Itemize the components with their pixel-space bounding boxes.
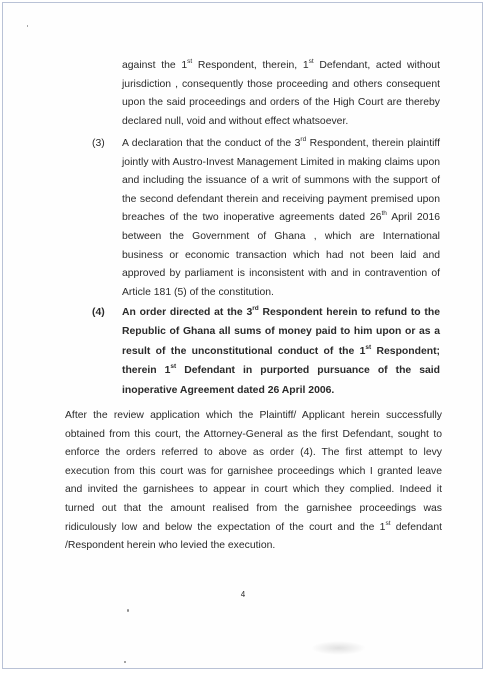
scan-speck <box>127 609 129 612</box>
text-run: against the 1 <box>122 60 188 71</box>
scan-speck <box>124 661 126 663</box>
superscript: st <box>170 363 177 371</box>
text-run: defendant /Respondent herein who levied the execution. <box>65 521 442 552</box>
text-run: Respondent, therein plaintiff jointly with Austro-Invest Management Limited in making claims upon and including the issuance of a writ of summons with the support of the second defendant therein and receiving payment premised upon breaches of the two inoperative agreements dated 26 <box>122 138 440 224</box>
text-run: An order directed at the 3 <box>122 307 253 318</box>
item-number: (3) <box>92 138 105 149</box>
superscript: th <box>381 210 387 218</box>
document-page <box>2 2 483 669</box>
text-run: Respondent; therein 1 <box>122 345 440 377</box>
superscript: rd <box>300 136 307 143</box>
text-run: Respondent herein to refund to the Republic of Ghana all sums of money paid to him upon or as a result of the unconstitutional conduct of the 1 <box>122 307 440 357</box>
text-run: Respondent, therein, 1 <box>192 60 309 71</box>
body-paragraph <box>65 407 442 556</box>
page-number: 4 <box>240 590 246 599</box>
scan-speck <box>27 25 28 27</box>
scan-smudge <box>311 641 366 655</box>
superscript: st <box>187 58 193 65</box>
superscript: rd <box>252 305 259 312</box>
text-run: A declaration that the conduct of the 3 <box>122 138 301 149</box>
text-run: Defendant in purported pursuance of the said inoperative Agreement dated 26 April 2006. <box>122 365 440 396</box>
text-run: April 2016 between the Government of Ghana , which are International business or economic transaction which had not been laid and approved by parliament is inconsistent with and in contravention of Article 181 (5) of the constitution. <box>122 212 441 298</box>
text-run: After the review application which the Plaintiff/ Applicant herein successfully obtained from this court, the Attorney-General as the first Defendant, sought to enforce the orders referred to above as order (4). The first attempt to levy execution from this court was for garnishee proceedings which I granted leave and invited the garnishees to appear in court which they complied. Indeed it turned out that the amount realised from the garnishee proceedings was ridiculously low and below the expectation of the court and the 1 <box>65 410 442 533</box>
item-text <box>122 135 440 302</box>
intro-paragraph <box>122 57 440 131</box>
superscript: st <box>385 519 391 527</box>
text-run: Defendant, acted without jurisdiction , consequently those proceeding and others consequent upon the said proceedings and orders of the High Court are thereby declared null, void and without effect whatsoever. <box>122 60 440 127</box>
superscript: st <box>308 58 314 65</box>
item-number: (4) <box>92 307 105 318</box>
superscript: st <box>365 343 372 351</box>
item-text <box>122 303 440 400</box>
